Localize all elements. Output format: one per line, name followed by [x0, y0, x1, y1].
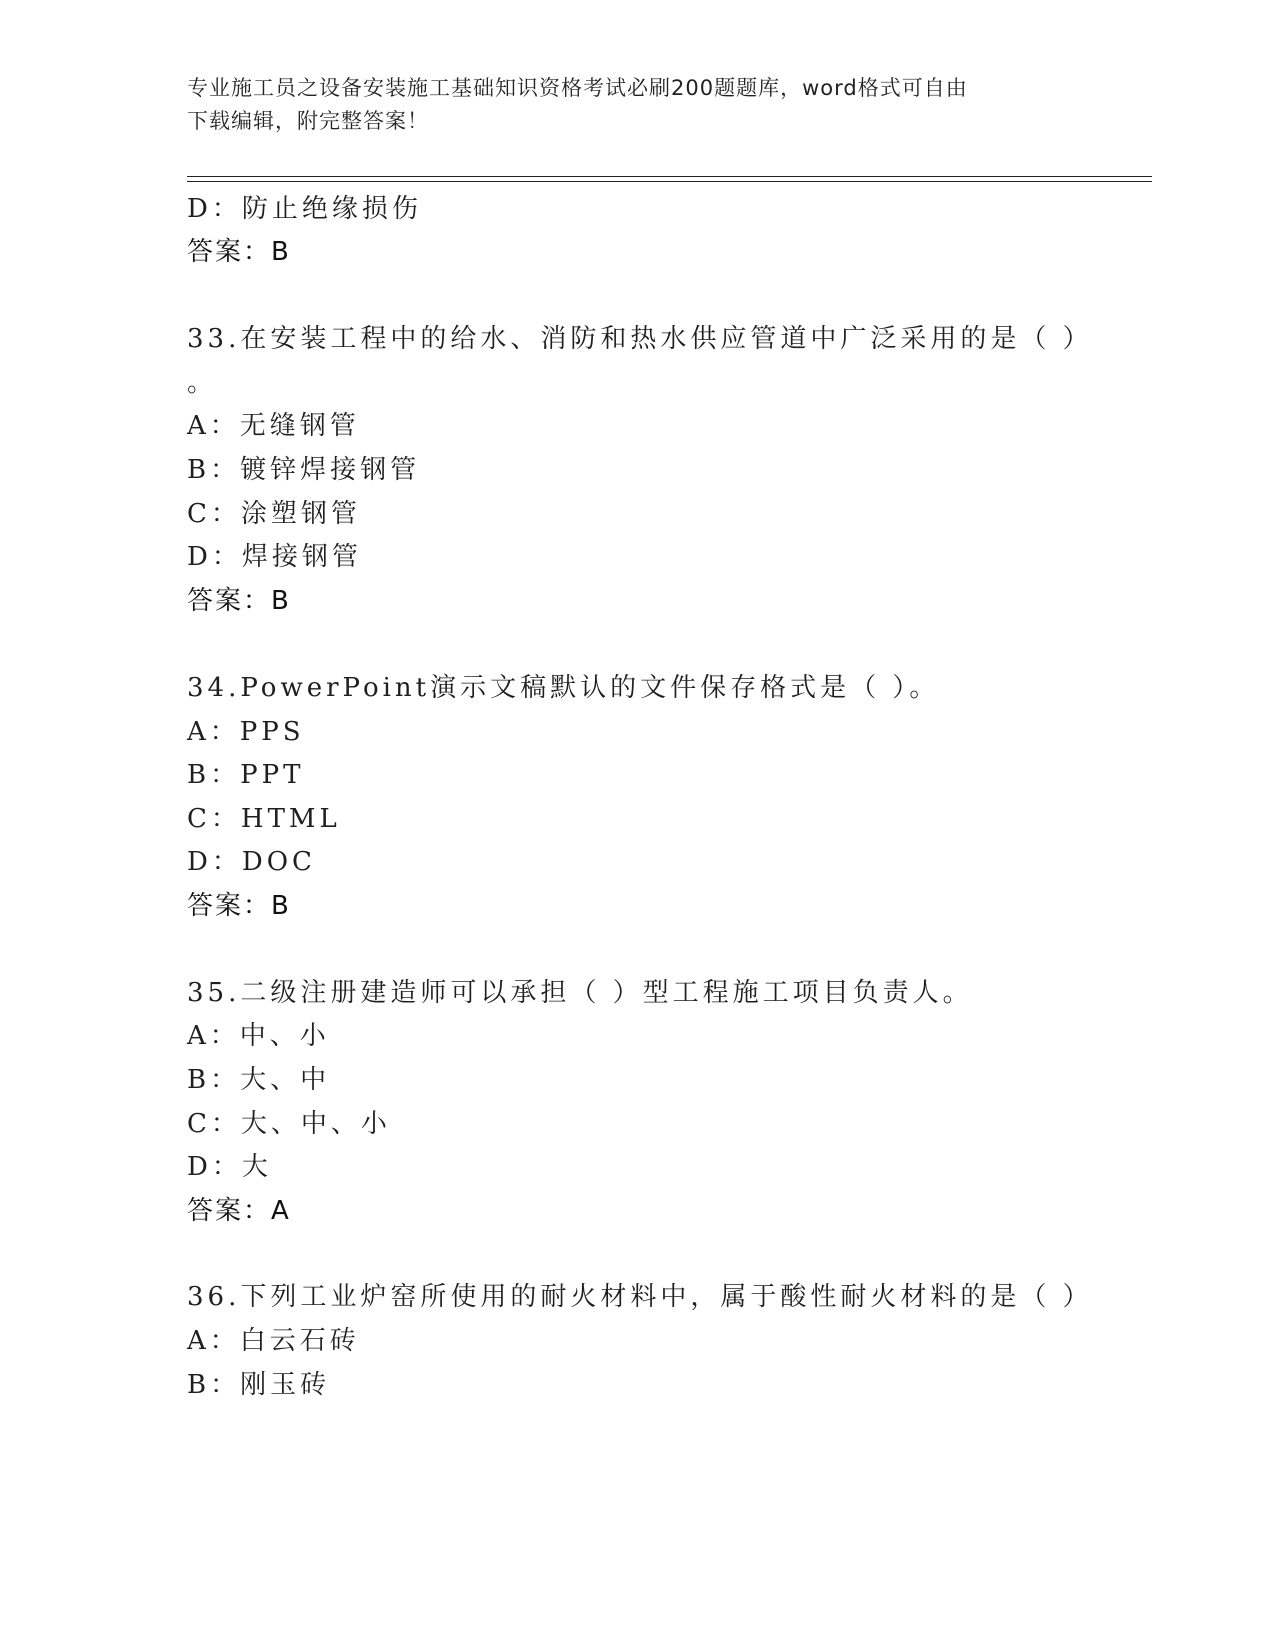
- q35-option-c: C：大、中、小: [187, 1109, 391, 1139]
- q35-option-a: A：中、小: [187, 1021, 330, 1051]
- header-divider-bottom: [187, 181, 1152, 182]
- q32-option-d: D：防止绝缘损伤: [187, 194, 422, 224]
- q35-stem: 35.二级注册建造师可以承担（ ）型工程施工项目负责人。: [187, 978, 973, 1008]
- document-header: [187, 72, 1067, 138]
- header-divider-top: [187, 176, 1152, 177]
- q36-stem: 36.下列工业炉窑所使用的耐火材料中，属于酸性耐火材料的是（ ）: [187, 1282, 1093, 1312]
- q34-option-d: D：DOC: [187, 847, 316, 877]
- q34-option-b: B：PPT: [187, 760, 305, 790]
- q35-answer: 答案：A: [187, 1196, 291, 1226]
- header-title-line-2: 下载编辑，附完整答案！: [187, 109, 429, 133]
- q33-option-c: C：涂塑钢管: [187, 499, 361, 529]
- q34-answer: 答案：B: [187, 891, 291, 921]
- q34-option-a: A：PPS: [187, 717, 305, 747]
- q36-option-b: B：刚玉砖: [187, 1370, 331, 1400]
- q35-option-d: D：大: [187, 1152, 272, 1182]
- q32-answer: 答案：B: [187, 237, 291, 267]
- q33-option-a: A：无缝钢管: [187, 411, 360, 441]
- q33-option-b: B：镀锌焊接钢管: [187, 455, 421, 485]
- q33-answer: 答案：B: [187, 586, 291, 616]
- q33-stem: 33.在安装工程中的给水、消防和热水供应管道中广泛采用的是（ ）: [187, 324, 1093, 354]
- q34-stem: 34.PowerPoint演示文稿默认的文件保存格式是（ ）。: [187, 673, 940, 703]
- q33-option-d: D：焊接钢管: [187, 542, 362, 572]
- q33-stem-continued: 。: [187, 368, 218, 398]
- q34-option-c: C：HTML: [187, 804, 341, 834]
- q35-option-b: B：大、中: [187, 1065, 331, 1095]
- header-title-line-1: 专业施工员之设备安装施工基础知识资格考试必刷200题题库，word格式可自由: [187, 76, 968, 100]
- q36-option-a: A：白云石砖: [187, 1326, 360, 1356]
